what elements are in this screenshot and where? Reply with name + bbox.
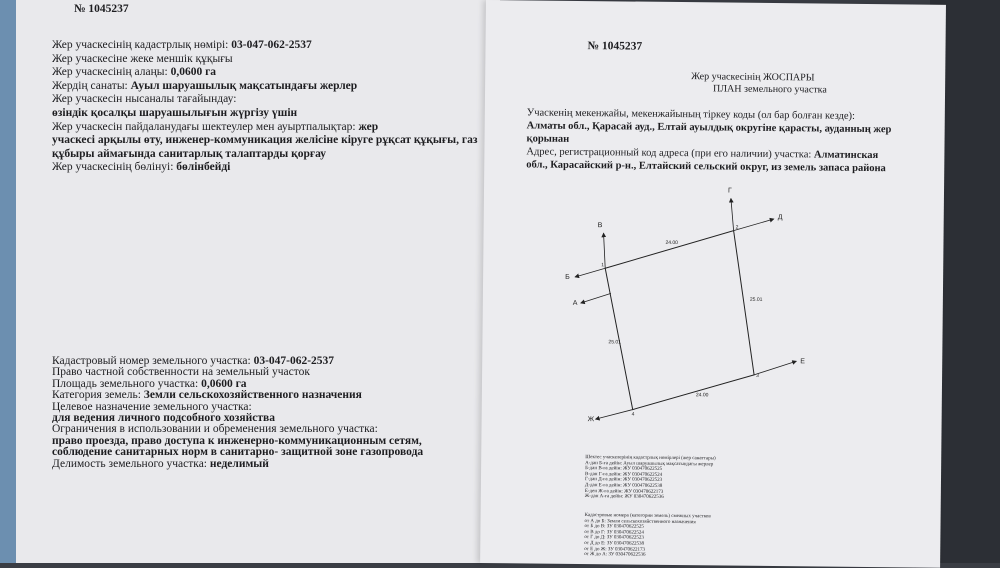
info-label: Категория земель: (52, 389, 141, 402)
info-value: 0,0600 га (201, 377, 247, 390)
info-value: право проезда, право доступа к инженерно-коммуникационным сетям, (52, 434, 422, 447)
info-label: Право частной собственности на земельный участок (52, 366, 310, 379)
side-label-right: 25.01 (749, 296, 763, 303)
info-label: Жер учаскесiнiң бөлiнуi: (52, 161, 174, 174)
info-label: Ограничения в использовании и обременения земельного участка: (52, 423, 378, 436)
info-value: 03-047-062-2537 (253, 355, 335, 367)
neighbor-row: от Ж до А: ЗУ 030470622536 (584, 552, 646, 558)
info-line (52, 52, 233, 66)
address-ru-value1: Алматинская (813, 149, 879, 162)
vertex-3: 3 (756, 372, 759, 379)
neighbors-ru-block (584, 513, 711, 559)
neighbor-row: В-дан Г-ға дейiн: ЖУ 030470622524 (585, 471, 663, 478)
info-value: құбыры аймағында санитарлық талаптарды қорғау (52, 147, 327, 160)
info-line (52, 160, 230, 174)
side-label-left: 25.01 (608, 339, 621, 346)
dir-label-g: Г (727, 187, 732, 195)
info-label: Жер учаскесiне жеке меншiк құқығы (52, 52, 233, 65)
neighbor-row: А-дан Б-ға дейiн: Ауыл шаруашылық мақсатындағы жерлер (585, 460, 714, 467)
info-value: жер (358, 120, 379, 133)
info-value: неделимый (209, 457, 269, 470)
info-label: Делимость земельного участка: (52, 457, 207, 470)
plan-title-ru: ПЛАН земельного участка (713, 83, 827, 96)
info-value: 03-047-062-2537 (231, 39, 312, 51)
vertex-2: 2 (735, 224, 739, 231)
neighbor-row: от Г до Д: ЗУ 030470622523 (584, 535, 644, 542)
side-label-bottom: 24.00 (695, 392, 709, 399)
vertex-4: 4 (631, 411, 635, 418)
neighbors-kz-block (585, 455, 716, 501)
info-label: Жердiң санаты: (52, 79, 128, 92)
neighbor-row: от Е до Ж: ЗУ 030470622173 (584, 546, 646, 553)
neighbor-row: от А до Б: Земли сельскохозяйственного назначения (584, 518, 696, 525)
side-label-top: 24.00 (665, 239, 679, 247)
dir-label-v: В (597, 222, 603, 230)
dir-label-e: Е (800, 358, 805, 366)
info-line (52, 38, 312, 52)
info-value: соблюдение санитарных норм в санитарно- защитной зоне газопровода (52, 446, 424, 459)
info-line (52, 457, 269, 471)
dir-label-d: Д (777, 214, 783, 222)
info-label: Жер учаскесiнiң кадастрлық нөмiрi: (52, 39, 229, 51)
certificate-left-page (16, 0, 500, 563)
dir-label-a: А (572, 299, 578, 307)
info-value: Земли сельскохозяйственного назначения (143, 389, 362, 402)
vertex-1: 1 (601, 262, 605, 269)
line-to-d (734, 219, 774, 231)
info-line (52, 133, 477, 147)
address-ru-label: Адрес, регистрационный код адреса (при его наличии) участка: (526, 146, 812, 161)
info-value: для ведения личного подсобного хозяйства (52, 412, 275, 424)
info-label: Кадастровый номер земельного участка: (52, 355, 251, 367)
info-line (52, 106, 297, 120)
neighbor-row: Г-дан Д-ға дейiн: ЖУ 030470622523 (584, 477, 663, 484)
line-to-zh (596, 409, 633, 419)
info-value: 0,0600 га (170, 66, 217, 79)
neighbor-row: от Д до Е: ЗУ 030470622538 (584, 541, 645, 547)
info-line (52, 79, 357, 93)
neighbor-row: Е-ден Ж-ға дейiн: ЖУ 030470622173 (584, 488, 664, 495)
neighbor-row: Ж-дан А-ға дейiн: ЖУ 030470622536 (584, 494, 664, 501)
neighbor-row: Б-дан В-ға дейiн: ЖУ 030470622525 (585, 466, 663, 473)
info-label: Жер учаскесiн пайдаланудағы шектеулер мен ауыртпалықтар: (52, 120, 356, 133)
neighbors-kz-title: Шектес учаскелерiнiң кадастрлық нөмiрлерi (жер санаттары) (585, 455, 716, 462)
line-to-g (731, 199, 734, 231)
info-line (52, 65, 216, 79)
line-to-a (581, 293, 611, 303)
info-label: Площадь земельного участка: (52, 377, 199, 390)
doc-number: № 1045237 (74, 3, 129, 15)
neighbor-row: от Б до В: ЗУ 030470622525 (584, 524, 644, 530)
plan-title-kz: Жер учаскесiнiң ЖОСПАРЫ (691, 71, 815, 84)
info-line (52, 120, 378, 134)
info-label: Жер учаскесiн нысаналы тағайындау: (52, 93, 237, 106)
land-plan-drawing (545, 181, 838, 434)
address-kz-line2: қорынан (526, 133, 570, 145)
info-line (52, 147, 326, 161)
info-label: Жер учаскесiнiң алаңы: (52, 66, 168, 79)
neighbors-ru-title: Кадастровые номера (категории земель) смежных участков (584, 513, 711, 520)
info-label: Целевое назначение земельного участка: (52, 400, 252, 413)
certificate-right-page (480, 0, 946, 568)
dir-label-b: Б (565, 273, 570, 281)
address-ru-line2: обл., Карасайский р-н., Елтайский сельский округ, из земель запаса района (526, 159, 886, 175)
info-value: өзiндiк қосалқы шаруашылығын жүргiзу үшiн (52, 107, 298, 119)
address-kz-line1: Алматы обл., Қарасай ауд., Елтай ауылдық округiне қарасты, ауданның жер (526, 120, 892, 136)
line-to-e (754, 361, 796, 375)
info-line (52, 92, 236, 106)
info-value: учаскесi арқылы өту, инженер-коммуникация желiсiне кiруге рұқсат құқығы, газ (52, 134, 478, 147)
doc-number-right: № 1045237 (587, 40, 643, 53)
parcel-boundary (604, 229, 756, 411)
info-value: бөлiнбейдi (176, 161, 231, 174)
dir-label-zh: Ж (587, 416, 595, 424)
info-value: Ауыл шаруашылық мақсатындағы жерлер (130, 79, 358, 92)
neighbor-row: от В до Г: ЗУ 030470622524 (584, 529, 644, 536)
line-to-b (575, 268, 605, 277)
neighbor-row: Д-дан Е-ға дейiн: ЖУ 030470622538 (584, 483, 663, 489)
address-kz-label: Учаскенiң мекенжайы, мекенжайының тiркеу коды (ол бар болған кезде): (526, 107, 856, 122)
